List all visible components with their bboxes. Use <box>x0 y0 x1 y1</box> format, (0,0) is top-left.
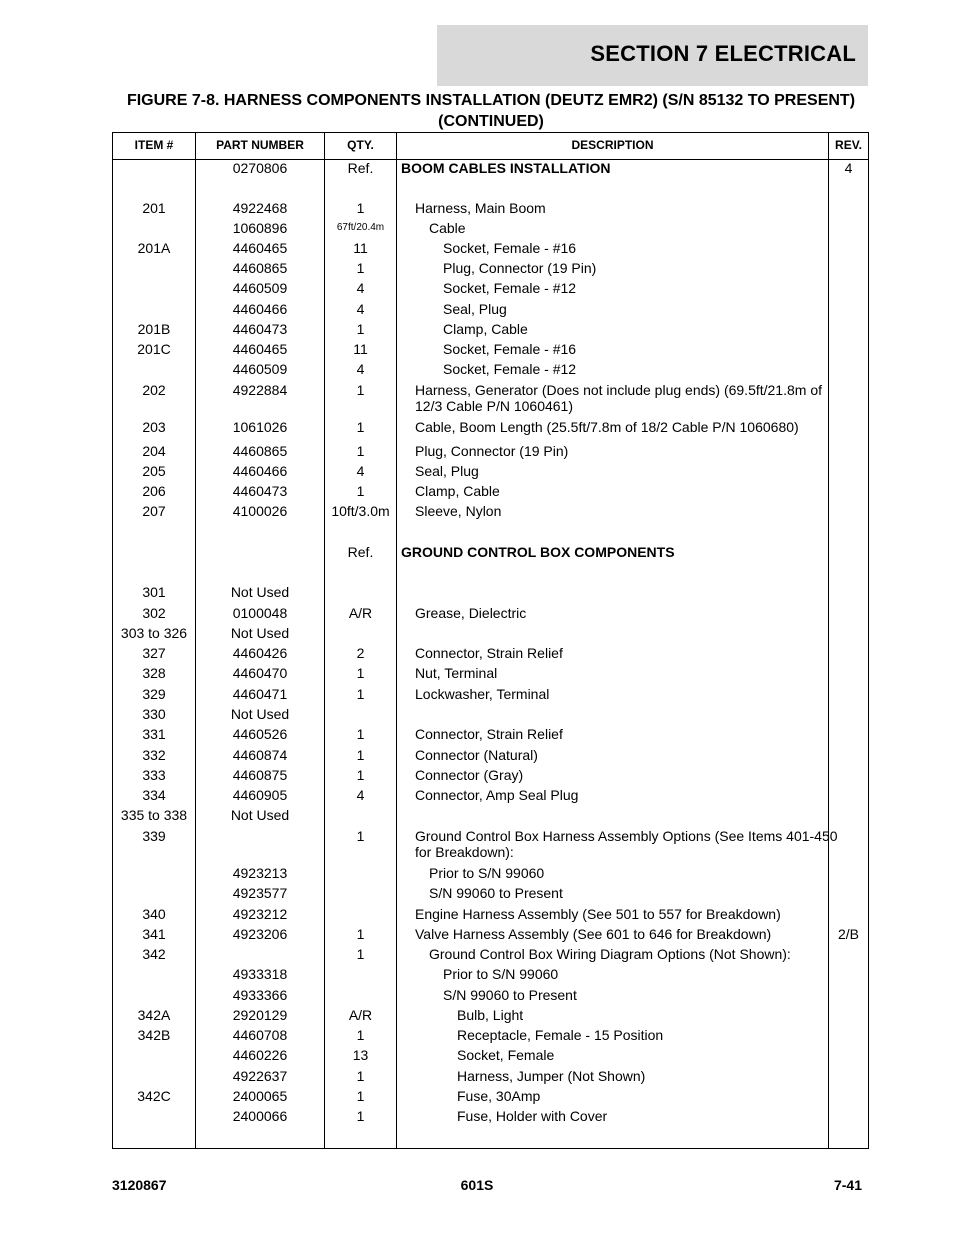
qty-cell: 1 <box>356 747 365 763</box>
qty-cell: 1 <box>356 726 365 742</box>
table-row <box>113 301 868 321</box>
table-row <box>113 321 868 341</box>
qty-cell: A/R <box>348 605 373 621</box>
description-cell: Receptacle, Female - 15 Position <box>457 1027 664 1043</box>
table-row <box>113 382 868 414</box>
item-cell: 329 <box>142 686 166 702</box>
table-row <box>113 726 868 746</box>
footer-page-number: 7-41 <box>833 1177 862 1193</box>
description-cell: Socket, Female - #16 <box>443 240 577 256</box>
item-cell: 201 <box>142 200 166 216</box>
part-number-cell: 4460470 <box>232 665 288 681</box>
description-cell: Harness, Main Boom <box>415 200 546 216</box>
description-cell: S/N 99060 to Present <box>443 987 577 1003</box>
description-cell: Fuse, 30Amp <box>457 1088 541 1104</box>
item-cell: 201B <box>137 321 171 337</box>
part-number-cell: 4460865 <box>232 443 288 459</box>
part-number-cell: 0270806 <box>232 160 288 176</box>
description-cell: Seal, Plug <box>443 301 507 317</box>
item-cell: 207 <box>142 503 166 519</box>
table-row <box>113 341 868 361</box>
part-number-cell: 4923212 <box>232 906 288 922</box>
header-rev: REV. <box>835 138 862 152</box>
part-number-cell: 4460426 <box>232 645 288 661</box>
part-number-cell: Not Used <box>230 625 290 641</box>
part-number-cell: 2400066 <box>232 1108 288 1124</box>
description-cell: Nut, Terminal <box>415 665 498 681</box>
part-number-cell: 0100048 <box>232 605 288 621</box>
qty-cell: 1 <box>356 686 365 702</box>
description-cell: Lockwasher, Terminal <box>415 686 550 702</box>
qty-cell: 1 <box>356 1088 365 1104</box>
table-row <box>113 885 868 905</box>
table-row <box>113 1068 868 1088</box>
item-cell: 204 <box>142 443 166 459</box>
qty-cell: 1 <box>356 260 365 276</box>
item-cell: 342C <box>137 1088 171 1104</box>
item-cell: 201A <box>137 240 171 256</box>
description-cell: Socket, Female - #12 <box>443 361 577 377</box>
table-row <box>113 220 868 240</box>
part-number-cell: 4100026 <box>232 503 288 519</box>
rev-cell: 2/B <box>837 926 859 942</box>
table-row <box>113 260 868 280</box>
qty-cell: A/R <box>348 1007 373 1023</box>
item-cell: 206 <box>142 483 166 499</box>
description-cell: Socket, Female - #12 <box>443 280 577 296</box>
table-row <box>113 807 868 827</box>
table-row <box>113 1007 868 1027</box>
description-cell: Harness, Generator (Does not include plug ends) (69.5ft/21.8m of 12/3 Cable P/N 1060461) <box>415 382 822 414</box>
item-cell: 331 <box>142 726 166 742</box>
part-number-cell: 4460526 <box>232 726 288 742</box>
section-title: SECTION 7 ELECTRICAL <box>590 41 856 66</box>
part-number-cell: Not Used <box>230 584 290 600</box>
item-cell: 332 <box>142 747 166 763</box>
table-row <box>113 828 868 860</box>
table-row <box>113 906 868 926</box>
item-cell: 205 <box>142 463 166 479</box>
part-number-cell: 4460465 <box>232 240 288 256</box>
item-cell: 340 <box>142 906 166 922</box>
qty-cell: 1 <box>356 483 365 499</box>
part-number-cell: 4460473 <box>232 483 288 499</box>
qty-cell: 13 <box>352 1047 369 1063</box>
description-cell: Fuse, Holder with Cover <box>457 1108 608 1124</box>
qty-cell: 4 <box>356 301 365 317</box>
part-number-cell: 4460465 <box>232 341 288 357</box>
table-row <box>113 686 868 706</box>
part-number-cell: Not Used <box>230 807 290 823</box>
table-row <box>113 767 868 787</box>
part-number-cell: 4460466 <box>232 301 288 317</box>
item-cell: 328 <box>142 665 166 681</box>
part-number-cell: 4460708 <box>232 1027 288 1043</box>
table-row <box>113 544 868 564</box>
part-number-cell: 4922884 <box>232 382 288 398</box>
qty-cell: 1 <box>356 665 365 681</box>
table-row <box>113 987 868 1007</box>
qty-cell: 11 <box>353 240 368 256</box>
table-row <box>113 625 868 645</box>
part-number-cell: 4923577 <box>232 885 288 901</box>
description-cell: Socket, Female - #16 <box>443 341 577 357</box>
table-row <box>113 1027 868 1047</box>
table-row <box>113 240 868 260</box>
qty-cell: 4 <box>356 463 365 479</box>
table-row <box>113 361 868 381</box>
qty-cell: 1 <box>356 926 365 942</box>
description-cell: Cable <box>429 220 466 236</box>
item-cell: 334 <box>142 787 166 803</box>
table-row <box>113 280 868 300</box>
description-cell: Connector (Gray) <box>415 767 524 783</box>
qty-cell: 4 <box>356 280 365 296</box>
header-description: DESCRIPTION <box>571 138 654 152</box>
part-number-cell: 4922468 <box>232 200 288 216</box>
item-cell: 203 <box>142 419 166 435</box>
qty-cell: 67ft/20.4m <box>336 222 385 233</box>
qty-cell: 1 <box>356 1108 365 1124</box>
qty-cell: 1 <box>356 828 365 844</box>
item-cell: 327 <box>142 645 166 661</box>
description-cell: Socket, Female <box>457 1047 555 1063</box>
description-cell: Valve Harness Assembly (See 601 to 646 for Breakdown) <box>415 926 772 942</box>
table-row <box>113 160 868 180</box>
qty-cell: 1 <box>356 382 365 398</box>
table-row <box>113 443 868 463</box>
table-row <box>113 787 868 807</box>
qty-cell: 4 <box>356 787 365 803</box>
description-cell: Grease, Dielectric <box>415 605 527 621</box>
qty-cell: 1 <box>356 443 365 459</box>
part-number-cell: 4460865 <box>232 260 288 276</box>
footer-model: 601S <box>460 1177 494 1193</box>
part-number-cell: 4460905 <box>232 787 288 803</box>
item-cell: 201C <box>137 341 171 357</box>
part-number-cell: 2400065 <box>232 1088 288 1104</box>
table-row <box>113 645 868 665</box>
description-cell: Engine Harness Assembly (See 501 to 557 for Breakdown) <box>415 906 781 922</box>
header-qty: QTY. <box>347 138 374 152</box>
qty-cell: 1 <box>356 321 365 337</box>
table-row <box>113 483 868 503</box>
table-row <box>113 419 868 439</box>
description-cell: Connector, Amp Seal Plug <box>415 787 579 803</box>
section-header <box>437 25 868 86</box>
footer-doc-number: 3120867 <box>112 1177 167 1193</box>
part-number-cell: 4922637 <box>232 1068 288 1084</box>
table-row <box>113 966 868 986</box>
description-cell: BOOM CABLES INSTALLATION <box>401 160 611 176</box>
qty-cell: Ref. <box>347 160 374 176</box>
description-cell: Seal, Plug <box>415 463 479 479</box>
description-cell: Cable, Boom Length (25.5ft/7.8m of 18/2 Cable P/N 1060680) <box>415 419 799 435</box>
header-part-number: PART NUMBER <box>216 138 304 152</box>
part-number-cell: 4933318 <box>232 966 288 982</box>
part-number-cell: 4460226 <box>232 1047 288 1063</box>
item-cell: 339 <box>142 828 166 844</box>
item-cell: 341 <box>142 926 166 942</box>
qty-cell: 10ft/3.0m <box>331 503 390 519</box>
qty-cell: 1 <box>356 767 365 783</box>
item-cell: 301 <box>142 584 166 600</box>
item-cell: 335 to 338 <box>120 807 188 823</box>
qty-cell: Ref. <box>347 544 374 560</box>
part-number-cell: 4460473 <box>232 321 288 337</box>
part-number-cell: 4460471 <box>232 686 288 702</box>
qty-cell: 2 <box>356 645 365 661</box>
item-cell: 330 <box>142 706 166 722</box>
item-cell: 303 to 326 <box>120 625 188 641</box>
description-cell: Harness, Jumper (Not Shown) <box>457 1068 646 1084</box>
description-cell: Bulb, Light <box>457 1007 524 1023</box>
item-cell: 342A <box>137 1007 171 1023</box>
table-row <box>113 665 868 685</box>
item-cell: 333 <box>142 767 166 783</box>
description-cell: GROUND CONTROL BOX COMPONENTS <box>401 544 675 560</box>
part-number-cell: 4923206 <box>232 926 288 942</box>
item-cell: 342 <box>142 946 166 962</box>
header-item: ITEM # <box>134 138 174 152</box>
table-row <box>113 503 868 523</box>
item-cell: 302 <box>142 605 166 621</box>
description-cell: Plug, Connector (19 Pin) <box>415 443 569 459</box>
table-row <box>113 1047 868 1067</box>
item-cell: 202 <box>142 382 166 398</box>
table-row <box>113 865 868 885</box>
table-row <box>113 747 868 767</box>
description-cell: Connector (Natural) <box>415 747 538 763</box>
table-row <box>113 584 868 604</box>
description-cell: Ground Control Box Wiring Diagram Options (Not Shown): <box>429 946 791 962</box>
qty-cell: 4 <box>356 361 365 377</box>
part-number-cell: 4460509 <box>232 280 288 296</box>
rev-cell: 4 <box>844 160 853 176</box>
part-number-cell: 4460875 <box>232 767 288 783</box>
parts-table <box>112 132 869 1149</box>
table-row <box>113 926 868 946</box>
description-cell: S/N 99060 to Present <box>429 885 563 901</box>
part-number-cell: 4933366 <box>232 987 288 1003</box>
table-row <box>113 706 868 726</box>
figure-title: FIGURE 7-8. HARNESS COMPONENTS INSTALLATION (DEUTZ EMR2) (S/N 85132 TO PRESENT) (CONTINUED) <box>126 92 856 130</box>
table-row <box>113 946 868 966</box>
part-number-cell: 2920129 <box>232 1007 288 1023</box>
description-cell: Prior to S/N 99060 <box>443 966 559 982</box>
part-number-cell: Not Used <box>230 706 290 722</box>
table-row <box>113 200 868 220</box>
description-cell: Clamp, Cable <box>415 483 500 499</box>
qty-cell: 1 <box>356 1027 365 1043</box>
description-cell: Ground Control Box Harness Assembly Options (See Items 401-450 for Breakdown): <box>415 828 838 860</box>
description-cell: Connector, Strain Relief <box>415 726 563 742</box>
description-cell: Plug, Connector (19 Pin) <box>443 260 597 276</box>
part-number-cell: 1061026 <box>232 419 288 435</box>
part-number-cell: 4460874 <box>232 747 288 763</box>
part-number-cell: 4923213 <box>232 865 288 881</box>
part-number-cell: 4460509 <box>232 361 288 377</box>
description-cell: Connector, Strain Relief <box>415 645 563 661</box>
description-cell: Clamp, Cable <box>443 321 528 337</box>
part-number-cell: 1060896 <box>232 220 288 236</box>
qty-cell: 1 <box>356 419 365 435</box>
table-row <box>113 605 868 625</box>
table-row <box>113 463 868 483</box>
qty-cell: 1 <box>356 946 365 962</box>
item-cell: 342B <box>137 1027 171 1043</box>
table-row <box>113 1108 868 1128</box>
part-number-cell: 4460466 <box>232 463 288 479</box>
description-cell: Prior to S/N 99060 <box>429 865 545 881</box>
table-row <box>113 1088 868 1108</box>
qty-cell: 11 <box>353 341 368 357</box>
description-cell: Sleeve, Nylon <box>415 503 502 519</box>
qty-cell: 1 <box>356 200 365 216</box>
qty-cell: 1 <box>356 1068 365 1084</box>
